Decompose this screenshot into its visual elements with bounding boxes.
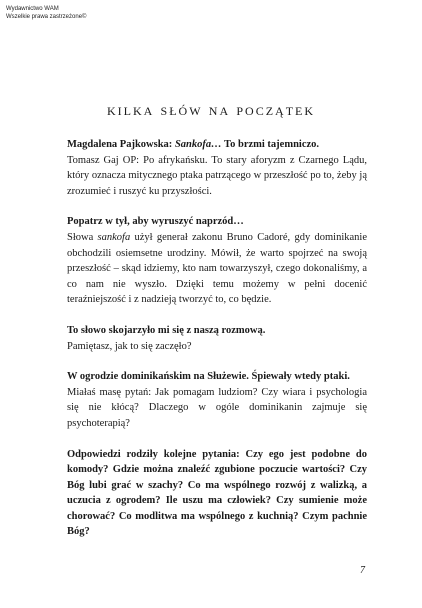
answer-2-pre: Słowa [67, 231, 98, 243]
dialogue-block-5 [67, 447, 367, 541]
question-1-emphasis: Sankofa… [174, 139, 222, 150]
question-3: To słowo skojarzyło mi się z naszą rozmową. [67, 324, 266, 336]
answer-1: Tomasz Gaj OP: Po afrykańsku. To stary aforyzm z Czarnego Lądu, który oznacza mitycznego ptaka patrzącego w przeszłość po to, żeby ją zrozumieć i ruszyć ku przyszłości. [67, 154, 367, 197]
question-1 [67, 137, 367, 153]
answer-3: Pamiętasz, jak to się zaczęło? [67, 340, 192, 352]
dialogue-block-3 [67, 323, 367, 354]
answer-4: Miałaś masę pytań: Jak pomagam ludziom? Czy wiara i psychologia się nie kłócą? Dlaczego w ogóle dominikanin zajmuje się psychoterapią? [67, 386, 367, 429]
page-number: 7 [360, 565, 365, 576]
body-text [67, 137, 367, 555]
page-title: kilka słów na początek [106, 100, 316, 119]
question-5: Odpowiedzi rodziły kolejne pytania: Czy ego jest podobne do komody? Gdzie można znaleźć zgubione poczucie wartości? Czy Bóg lubi grać w szachy? Co ma wspólnego rozwój z walizką, a uczucia z ogrodem? Ile uszu ma człowiek? Czy sumienie może chorować? Co modlitwa ma wspólnego z kuchnią? Czym pachnie Bóg? [67, 448, 367, 538]
publisher-name: Wydawnictwo WAM [6, 6, 59, 12]
question-4: W ogrodzie dominikańskim na Służewie. Śpiewały wtedy ptaki. [67, 371, 350, 383]
dialogue-block-2 [67, 214, 367, 308]
question-2: Popatrz w tył, aby wyruszyć naprzód… [67, 216, 244, 228]
dialogue-block-1 [67, 137, 367, 199]
rights-notice: Wszelkie prawa zastrzeżone© [6, 14, 87, 20]
question-1-speaker: Magdalena Pajkowska: [67, 139, 175, 150]
question-1-rest: To brzmi tajemniczo. [221, 139, 320, 150]
answer-2 [67, 230, 367, 308]
answer-2-post: użył generał zakonu Bruno Cadoré, gdy dominikanie obchodzili osiemsetne urodziny. Mówił, że warto spojrzeć na swoją przeszłość – skąd idziemy, kto nam towarzyszył, czego dokonaliśmy, a co nam nie wyszło. Dzięki temu możemy w pełni docenić teraźniejszość i z nadzieją tworzyć to, co będzie. [67, 231, 367, 306]
answer-2-emphasis: sankofa [97, 231, 131, 243]
dialogue-block-4 [67, 369, 367, 431]
publisher-header [6, 5, 86, 21]
